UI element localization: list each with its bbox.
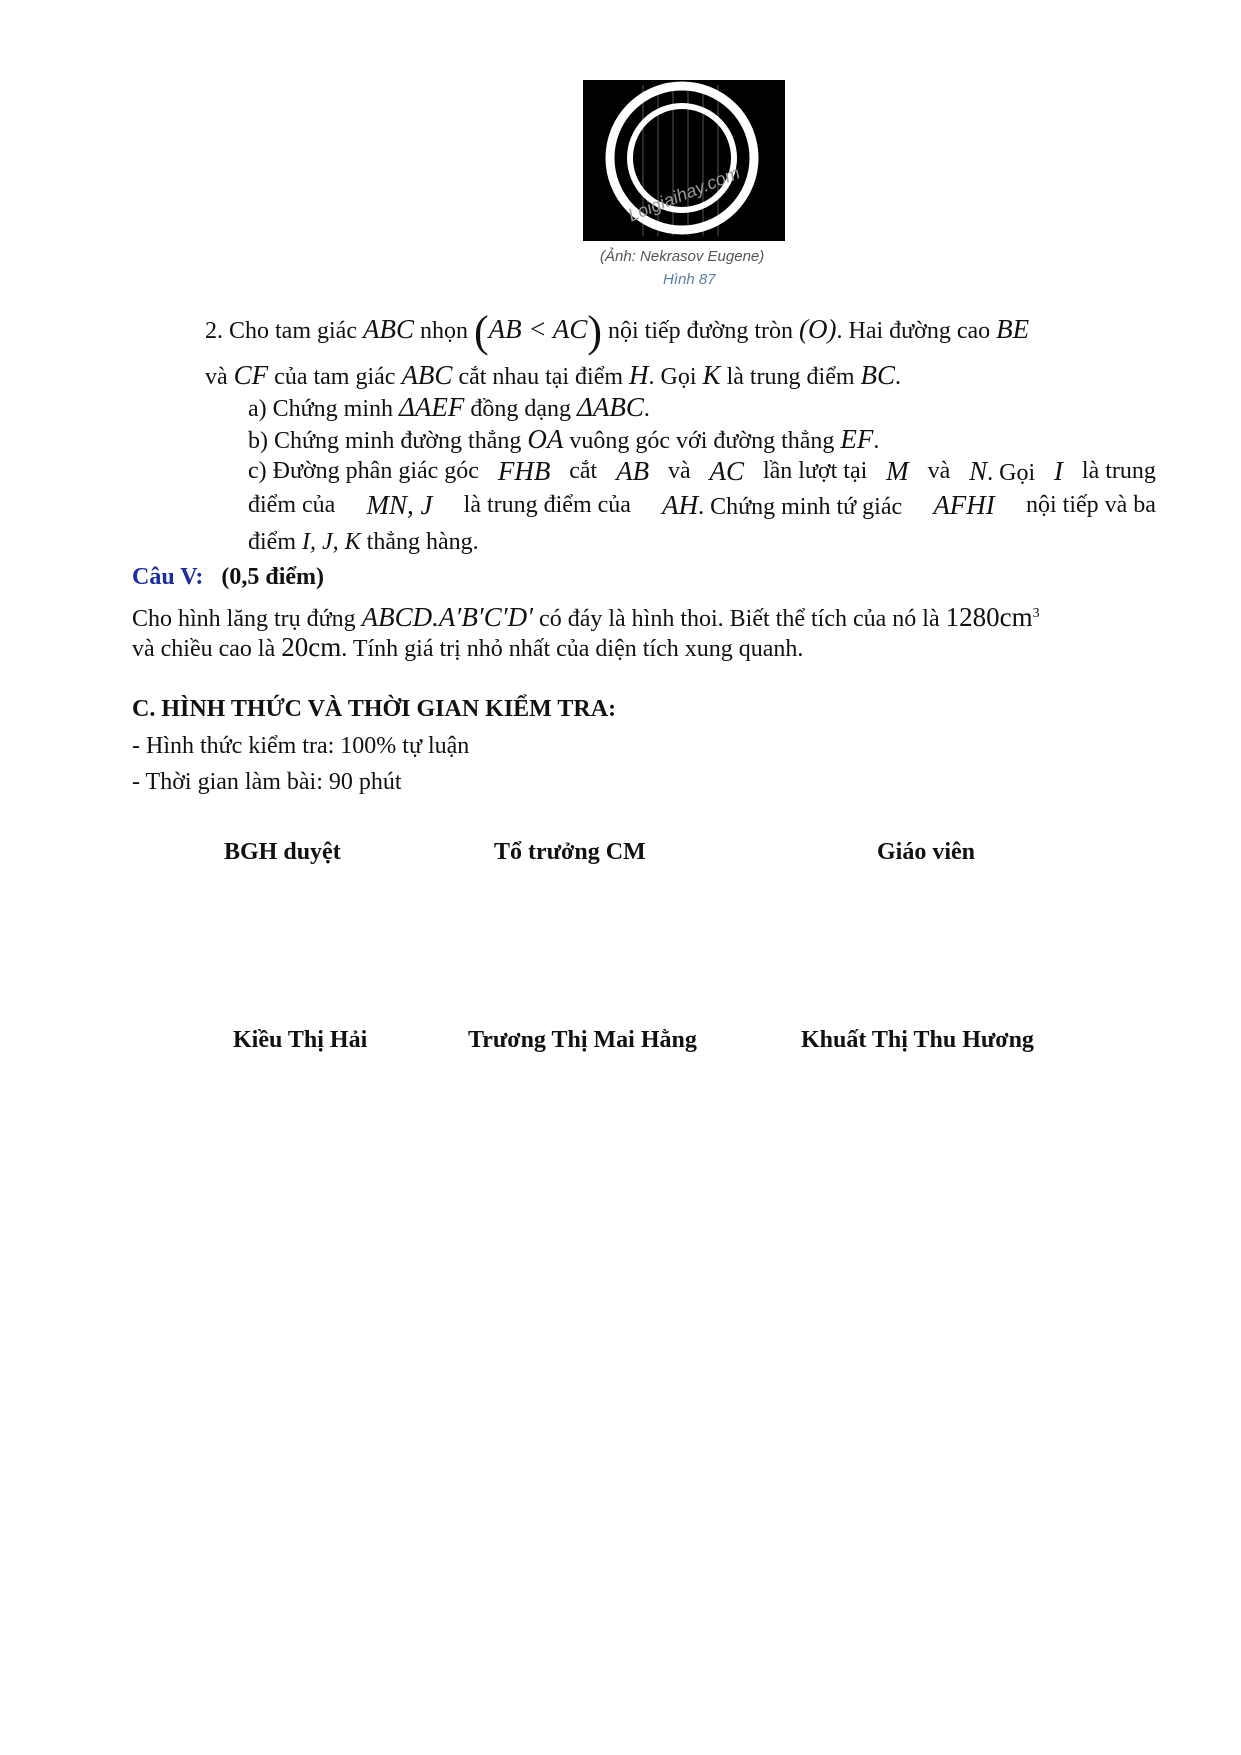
signature-title-to-truong: Tổ trưởng CM	[494, 839, 646, 865]
guitar-soundhole-photo	[583, 80, 785, 241]
question-5-line1: Cho hình lăng trụ đứng ABCD.A′B′C′D′ có đáy là hình thoi. Biết thể tích của nó là $1280cm^3$	[132, 602, 1040, 632]
problem2-part-c-line3: điểm I, J, K thẳng hàng.	[248, 529, 479, 555]
signature-title-bgh: BGH duyệt	[224, 839, 341, 865]
problem2-part-c-line1: c) Đường phân giác góc FHB cắt AB và AC lần lượt tại M và N. Gọi I là trung	[248, 456, 1156, 486]
problem2-part-c-line2: điểm của MN, J là trung điểm của AH. Chứng minh tứ giác AFHI nội tiếp và ba	[248, 490, 1156, 520]
problem2-part-a: a) Chứng minh ΔAEF đồng dạng ΔABC.	[248, 392, 650, 422]
problem2-line1: 2. Cho tam giác ABC nhọn (AB < AC) nội tiếp đường tròn (O). Hai đường cao BE	[205, 307, 1030, 356]
section-c-heading: C. HÌNH THỨC VÀ THỜI GIAN KIỂM TRA:	[132, 696, 617, 722]
problem2-line2: và CF của tam giác ABC cắt nhau tại điểm H. Gọi K là trung điểm BC.	[205, 360, 902, 390]
signature-name-giao-vien: Khuất Thị Thu Hương	[801, 1027, 1034, 1053]
section-c-item-2: - Thời gian làm bài: 90 phút	[132, 769, 402, 795]
figure-label: Hình 87	[663, 271, 716, 288]
problem2-part-b: b) Chứng minh đường thẳng OA vuông góc với đường thẳng EF.	[248, 424, 880, 454]
watermark-text: Loigiaihay.com	[625, 162, 743, 226]
signature-title-giao-vien: Giáo viên	[877, 839, 976, 865]
question-5-line2: và chiều cao là 20cm. Tính giá trị nhỏ nhất của diện tích xung quanh.	[132, 632, 804, 662]
section-c-item-1: - Hình thức kiểm tra: 100% tự luận	[132, 733, 470, 759]
question-5-header: Câu V: (0,5 điểm)	[132, 564, 325, 590]
signature-name-bgh: Kiều Thị Hải	[233, 1027, 368, 1053]
signature-name-to-truong: Trương Thị Mai Hằng	[468, 1027, 697, 1053]
concentric-circles-image	[583, 80, 785, 241]
figure-credit: (Ảnh: Nekrasov Eugene)	[600, 248, 765, 265]
